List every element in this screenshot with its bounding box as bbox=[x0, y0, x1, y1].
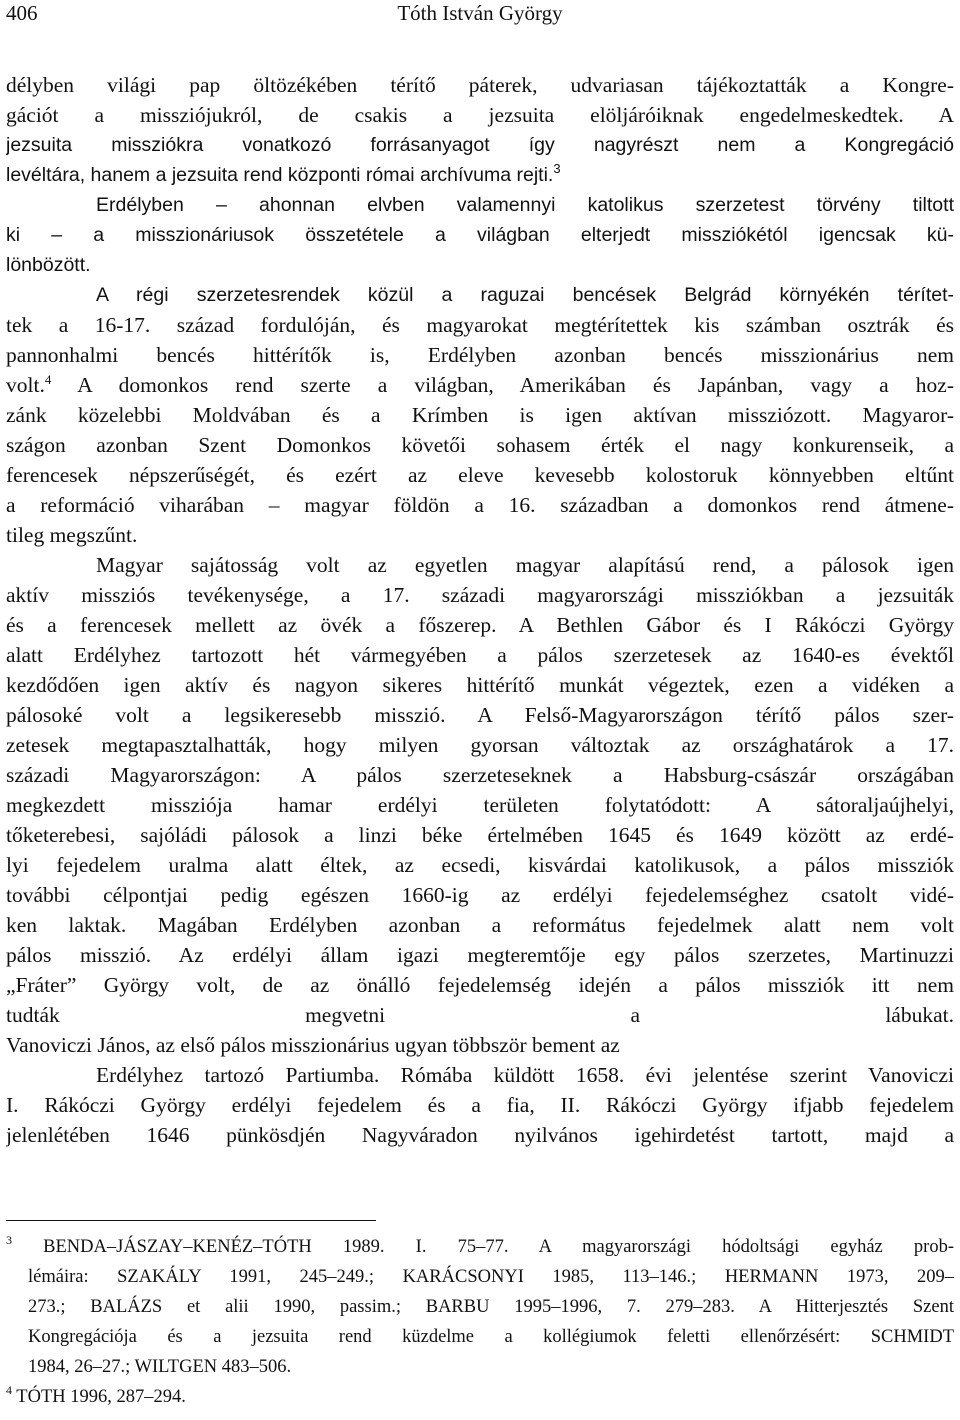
footnote-number: 4 bbox=[6, 1383, 12, 1397]
body-line: alatt Erdélyhez tartozott hét vármegyében a pálos szerzetesek az 1640-es évektől bbox=[6, 643, 954, 667]
body-line: Erdélyben – ahonnan elvben valamennyi katolikus szerzetest törvény tiltott bbox=[96, 194, 954, 216]
body-text bbox=[6, 70, 954, 1180]
body-line-text: A domonkos rend szerte a világban, Amerikában és Japánban, vagy a hoz- bbox=[77, 373, 954, 397]
footnote-3-line: 273.; BALÁZS et alii 1990, passim.; BARBU 1995–1996, 7. 279–283. A Hitterjesztés Szent bbox=[28, 1297, 954, 1317]
body-line bbox=[6, 160, 954, 190]
body-line: ki – a misszionáriusok összetétele a világban elterjedt missziókétól igencsak kü- bbox=[6, 224, 954, 246]
body-line: zetesek megtapasztalhatták, hogy milyen gyorsan változtak az országhatárok a 17. bbox=[6, 733, 954, 757]
body-line: zánk közelebbi Moldvában és a Krímben is igen aktívan missziózott. Magyaror- bbox=[6, 403, 954, 427]
body-line-text: levéltára, hanem a jezsuita rend központi római archívuma rejti. bbox=[6, 164, 554, 186]
body-line: tőketerebesi, sajóládi pálosok a linzi béke értelmében 1645 és 1649 között az erdé- bbox=[6, 823, 954, 847]
footnote-line-text: TÓTH 1996, 287–294. bbox=[16, 1387, 186, 1407]
body-line bbox=[6, 370, 954, 400]
page-number: 406 bbox=[6, 1, 38, 25]
body-line: pálos misszió. Az erdélyi állam igazi megteremtője egy pálos szerzetes, Martinuzzi bbox=[6, 943, 954, 967]
footnote-3-line: 1984, 26–27.; WILTGEN 483–506. bbox=[28, 1357, 292, 1377]
running-header bbox=[6, 0, 954, 26]
body-line-text: volt. bbox=[6, 373, 45, 397]
footnote-3-line: lémáira: SZAKÁLY 1991, 245–249.; KARÁCSONYI 1985, 113–146.; HERMANN 1973, 209– bbox=[28, 1267, 954, 1287]
footnote-separator bbox=[6, 1220, 376, 1221]
footnote-4-line bbox=[6, 1382, 954, 1412]
body-line: gációt a missziójukról, de csakis a jezsuita elöljáróiknak engedelmeskedtek. A bbox=[6, 103, 954, 127]
body-line: lönbözött. bbox=[6, 254, 91, 276]
body-line: és a ferencesek mellett az övék a főszerep. A Bethlen Gábor és I Rákóczi György bbox=[6, 613, 954, 637]
body-line: századi Magyarországon: A pálos szerzeteseknek a Habsburg-császár országában bbox=[6, 763, 954, 787]
body-line: aktív missziós tevékenysége, a 17. századi magyarországi missziókban a jezsuiták bbox=[6, 583, 954, 607]
footnote-3-line: Kongregációja és a jezsuita rend küzdelme a kollégiumok feletti ellenőrzésért: SCHMIDT bbox=[28, 1327, 954, 1347]
footnote-number: 3 bbox=[6, 1233, 12, 1247]
body-line: további célpontjai pedig egészen 1660-ig az erdélyi fejedelemséghez csatolt vidé- bbox=[6, 883, 954, 907]
footnote-ref-4[interactable]: 4 bbox=[44, 372, 52, 387]
body-line: Erdélyhez tartozó Partiumba. Rómába küldött 1658. évi jelentése szerint Vanoviczi bbox=[96, 1063, 954, 1087]
body-line: tudták megvetni a lábukat. bbox=[6, 1003, 954, 1027]
body-line: ken laktak. Magában Erdélyben azonban a református fejedelmek alatt nem volt bbox=[6, 913, 954, 937]
body-line: I. Rákóczi György erdélyi fejedelem és a fia, II. Rákóczi György ifjabb fejedelem bbox=[6, 1093, 954, 1117]
body-line: lyi fejedelem uralma alatt éltek, az ecsedi, kisvárdai katolikusok, a pálos missziók bbox=[6, 853, 954, 877]
footnotes bbox=[6, 1232, 954, 1412]
body-line: A régi szerzetesrendek közül a raguzai bencések Belgrád környékén térítet- bbox=[96, 284, 954, 306]
body-line bbox=[6, 1150, 954, 1180]
body-line: jelenlétében 1646 pünkösdjén Nagyváradon nyilvános igehirdetést tartott, majd a bbox=[6, 1123, 954, 1147]
body-line: szágon azonban Szent Domonkos követői sohasem érték el nagy konkurenseik, a bbox=[6, 433, 954, 457]
footnote-3-line bbox=[6, 1232, 954, 1262]
body-line: pannonhalmi bencés hittérítők is, Erdélyben azonban bencés misszionárius nem bbox=[6, 343, 954, 367]
footnote-ref-3[interactable]: 3 bbox=[553, 161, 561, 176]
running-title: Tóth István György bbox=[397, 1, 563, 25]
body-line: tek a 16-17. század fordulóján, és magyarokat megtérítettek kis számban osztrák és bbox=[6, 313, 954, 337]
footnote-line-text: BENDA–JÁSZAY–KENÉZ–TÓTH 1989. I. 75–77. A magyarországi hódoltsági egyház prob- bbox=[43, 1237, 954, 1257]
body-line: pálosoké volt a legsikeresebb misszió. A Felső-Magyarországon térítő pálos szer- bbox=[6, 703, 954, 727]
body-line: tileg megszűnt. bbox=[6, 523, 138, 547]
body-line: ferencesek népszerűségét, és ezért az eleve kevesebb kolostoruk könnyebben eltűnt bbox=[6, 463, 954, 487]
body-line: kezdődően igen aktív és nagyon sikeres hittérítő munkát végeztek, ezen a vidéken a bbox=[6, 673, 954, 697]
body-line: „Fráter” György volt, de az önálló fejedelemség idején a pálos missziók itt nem bbox=[6, 973, 954, 997]
body-line: Magyar sajátosság volt az egyetlen magyar alapítású rend, a pálosok igen bbox=[96, 553, 954, 577]
body-line: délyben világi pap öltözékében térítő páterek, udvariasan tájékoztatták a Kongre- bbox=[6, 73, 954, 97]
body-line: megkezdett missziója hamar erdélyi területen folytatódott: A sátoraljaújhelyi, bbox=[6, 793, 954, 817]
body-line: a reformáció viharában – magyar földön a 16. században a domonkos rend átmene- bbox=[6, 493, 954, 517]
body-line: jezsuita missziókra vonatkozó forrásanyagot így nagyrészt nem a Kongregáció bbox=[6, 134, 954, 156]
body-line: Vanoviczi János, az első pálos misszionárius ugyan többször bement az bbox=[6, 1033, 620, 1057]
